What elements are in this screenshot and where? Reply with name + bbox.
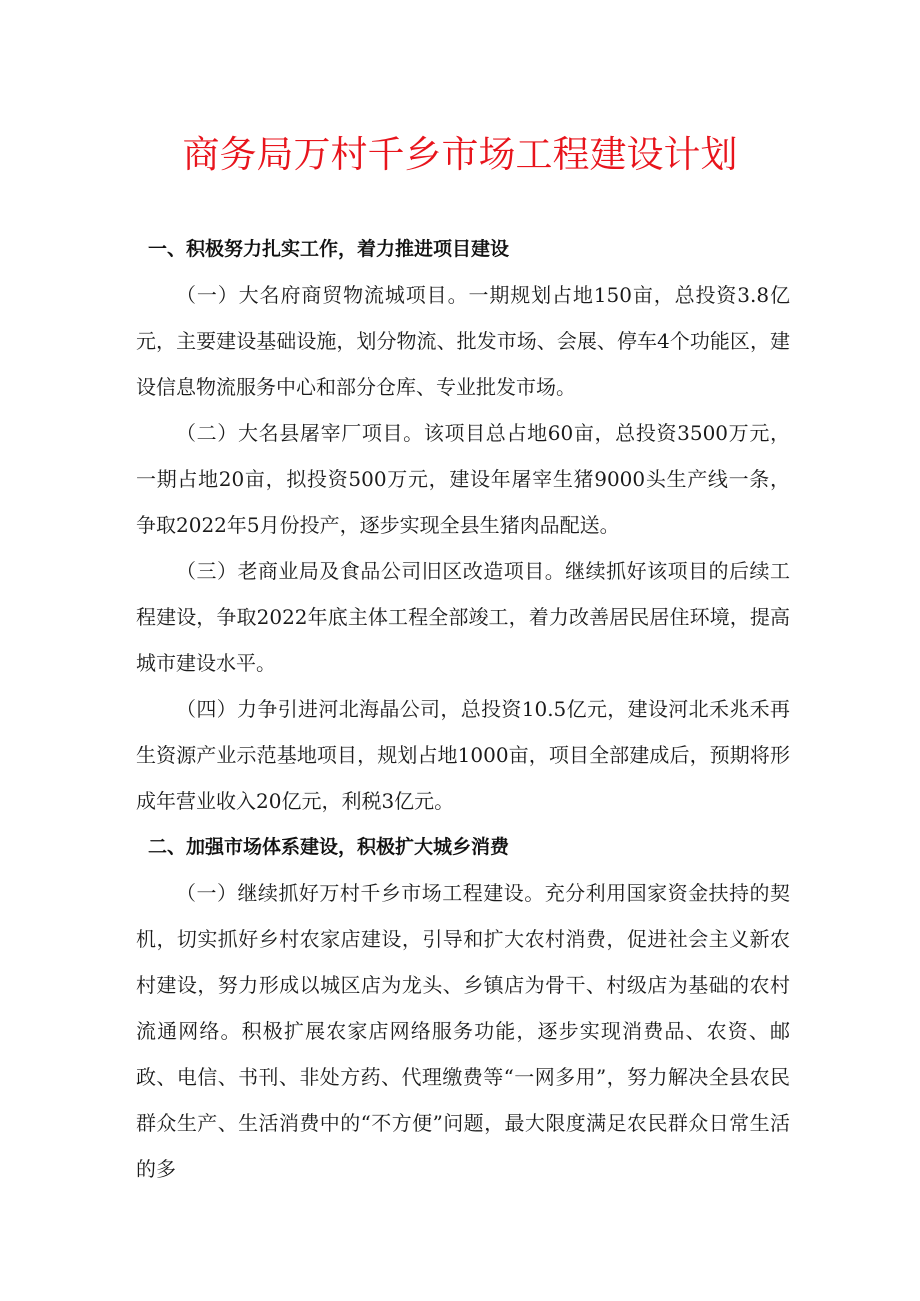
document-title: 商务局万村千乡市场工程建设计划: [182, 133, 738, 176]
paragraph: （一）大名府商贸物流城项目。一期规划占地150亩，总投资3.8亿元，主要建设基础设施，划分物流、批发市场、会展、停车4个功能区，建设信息物流服务中心和部分仓库、专业批发市场。: [136, 283, 790, 399]
section-heading: 二、加强市场体系建设，积极扩大城乡消费: [148, 836, 510, 858]
document-body: [136, 226, 790, 1192]
paragraph: （四）力争引进河北海晶公司，总投资10.5亿元，建设河北禾兆禾再生资源产业示范基地项目，规划占地1000亩，项目全部建成后，预期将形成年营业收入20亿元，利税3亿元。: [136, 697, 790, 813]
section-1: [136, 226, 790, 824]
paragraph: （三）老商业局及食品公司旧区改造项目。继续抓好该项目的后续工程建设，争取2022年底主体工程全部竣工，着力改善居民居住环境，提高城市建设水平。: [136, 559, 790, 675]
paragraph: （一）继续抓好万村千乡市场工程建设。充分利用国家资金扶持的契机，切实抓好乡村农家店建设，引导和扩大农村消费，促进社会主义新农村建设，努力形成以城区店为龙头、乡镇店为骨干、村级店为基础的农村流通网络。积极扩展农家店网络服务功能，逐步实现消费品、农资、邮政、电信、书刊、非处方药、代理缴费等“一网多用”，努力解决全县农民群众生产、生活消费中的“不方便”问题，最大限度满足农民群众日常生活的多: [136, 881, 790, 1181]
section-heading: 一、积极努力扎实工作，着力推进项目建设: [148, 238, 510, 260]
paragraph: （二）大名县屠宰厂项目。该项目总占地60亩，总投资3500万元，一期占地20亩，拟投资500万元，建设年屠宰生猪9000头生产线一条，争取2022年5月份投产，逐步实现全县生猪肉品配送。: [136, 421, 790, 537]
section-2: [136, 824, 790, 1192]
